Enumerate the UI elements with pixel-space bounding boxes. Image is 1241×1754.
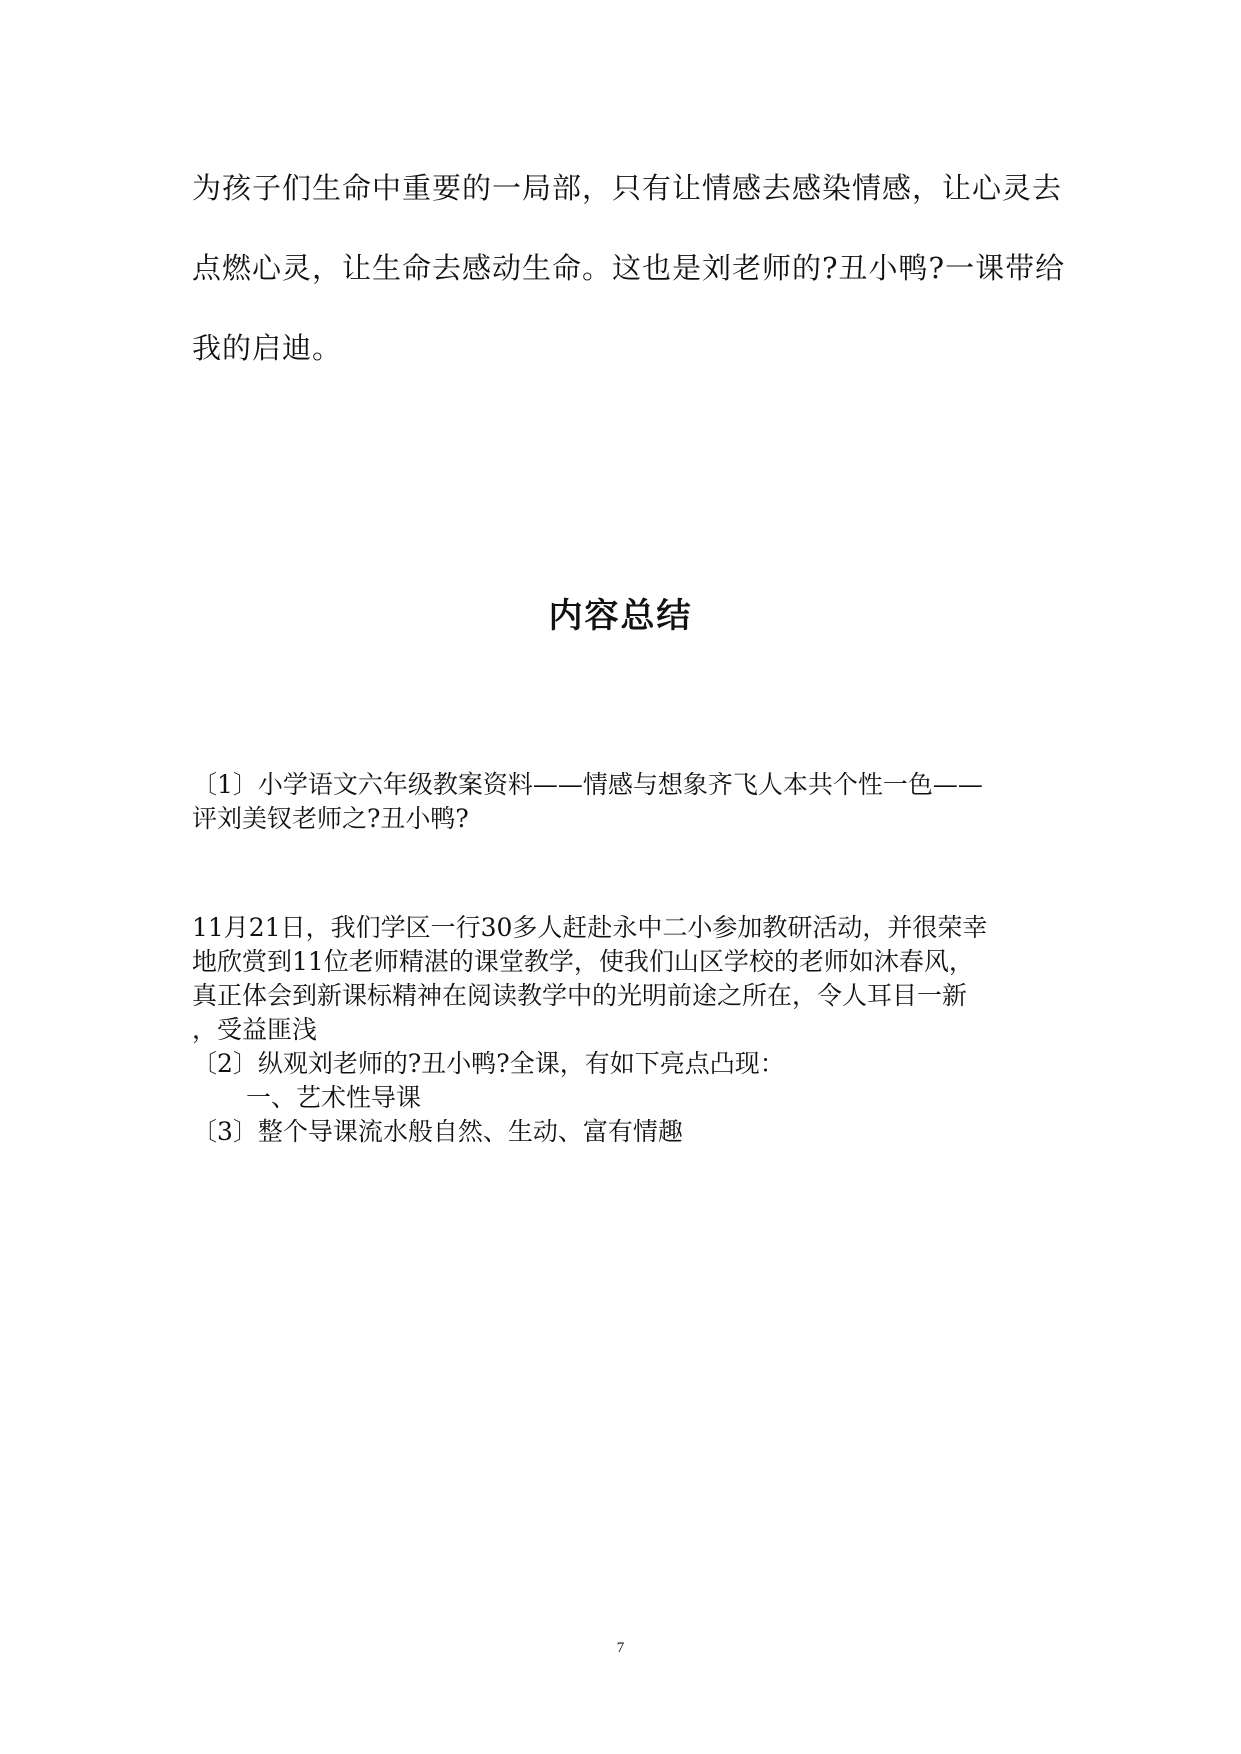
summary-line: 评刘美钗老师之?丑小鸭? (192, 804, 469, 833)
summary-line: 一、艺术性导课 (246, 1083, 422, 1112)
paragraph-line: 我的启迪。 (192, 331, 343, 365)
summary-line: 〔2〕纵观刘老师的?丑小鸭?全课，有如下亮点凸现： (192, 1049, 785, 1078)
summary-line: 〔3〕整个导课流水般自然、生动、富有情趣 (192, 1117, 683, 1146)
summary-line: 地欣赏到11位老师精湛的课堂教学，使我们山区学校的老师如沐春风， (192, 947, 974, 976)
summary-body (192, 911, 1072, 1149)
summary-line: 〔1〕小学语文六年级教案资料——情感与想象齐飞人本共个性一色—— (192, 770, 983, 799)
paragraph-line: 点燃心灵，让生命去感动生命。这也是刘老师的?丑小鸭?一课带给 (192, 251, 1066, 285)
summary-line: ，受益匪浅 (192, 1015, 318, 1044)
section-title: 内容总结 (548, 596, 693, 636)
paragraph-line: 为孩子们生命中重要的一局部，只有让情感去感染情感，让心灵去 (192, 171, 1063, 205)
page-number: 7 (616, 1640, 625, 1656)
summary-line: 11月21日，我们学区一行30多人赶赴永中二小参加教研活动，并很荣幸 (192, 913, 988, 942)
summary-line: 真正体会到新课标精神在阅读教学中的光明前途之所在，令人耳目一新 (192, 981, 968, 1010)
top-paragraph (192, 148, 1066, 388)
summary-item-1 (192, 768, 1072, 836)
